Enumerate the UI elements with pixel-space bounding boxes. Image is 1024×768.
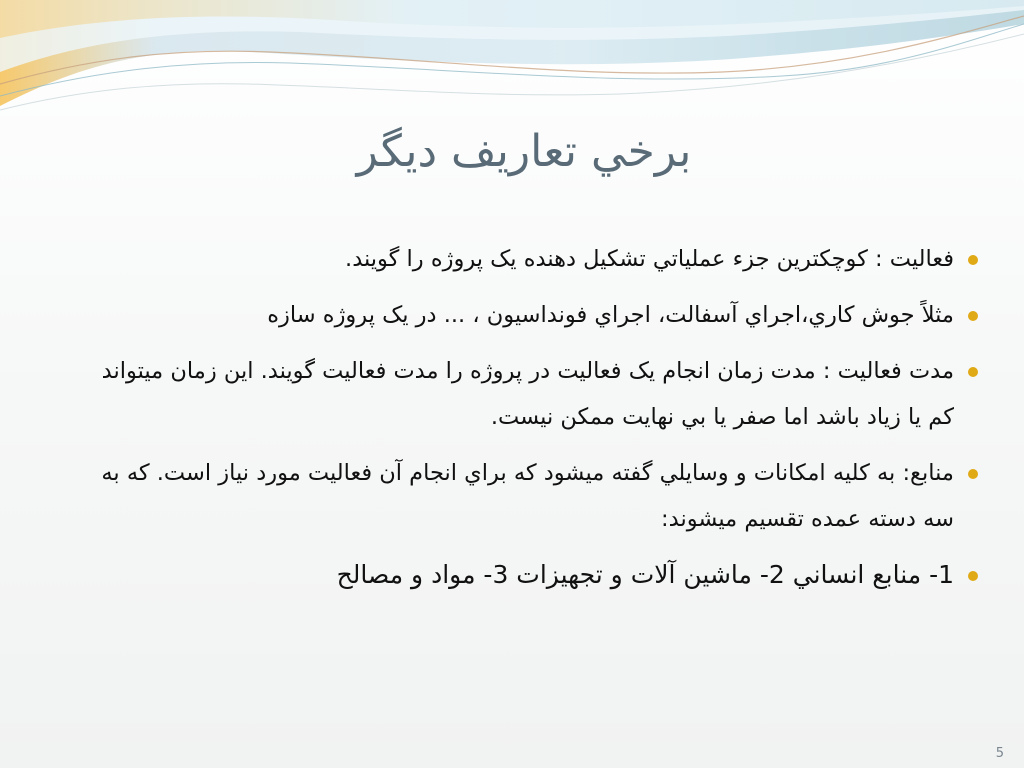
round-bullet-icon — [968, 469, 978, 479]
round-bullet-icon — [968, 571, 978, 581]
round-bullet-icon — [968, 367, 978, 377]
round-bullet-icon — [968, 311, 978, 321]
bullet-text: منابع: به کليه امکانات و وسايلي گفته ميشود که براي انجام آن فعاليت مورد نياز است. که به سه دسته عمده تقسيم ميشوند: — [101, 460, 954, 532]
round-bullet-icon — [968, 255, 978, 265]
bullet-text: مدت فعاليت : مدت زمان انجام يک فعاليت در پروژه را مدت فعاليت گويند. اين زمان ميتواند کم يا زياد باشد اما صفر يا بي نهايت ممکن نيست. — [101, 358, 954, 430]
slide-title: برخي تعاريف ديگر — [356, 126, 692, 177]
bullet-text: مثلاً جوش کاري،اجراي آسفالت، اجراي فونداسيون ، ... در يک پروژه سازه — [267, 302, 954, 328]
bullet-item — [100, 348, 982, 440]
bullet-item — [100, 292, 982, 338]
bullet-text: فعاليت : کوچکترين جزء عملياتي تشکيل دهنده يک پروژه را گويند. — [345, 246, 954, 272]
bullet-item — [100, 450, 982, 542]
bullet-item — [100, 236, 982, 282]
bullet-item — [100, 552, 982, 598]
bullet-text: 1- منابع انساني 2- ماشين آلات و تجهيزات 3- مواد و مصالح — [336, 560, 954, 589]
bullet-list — [100, 236, 982, 608]
page-number: 5 — [995, 746, 1004, 761]
